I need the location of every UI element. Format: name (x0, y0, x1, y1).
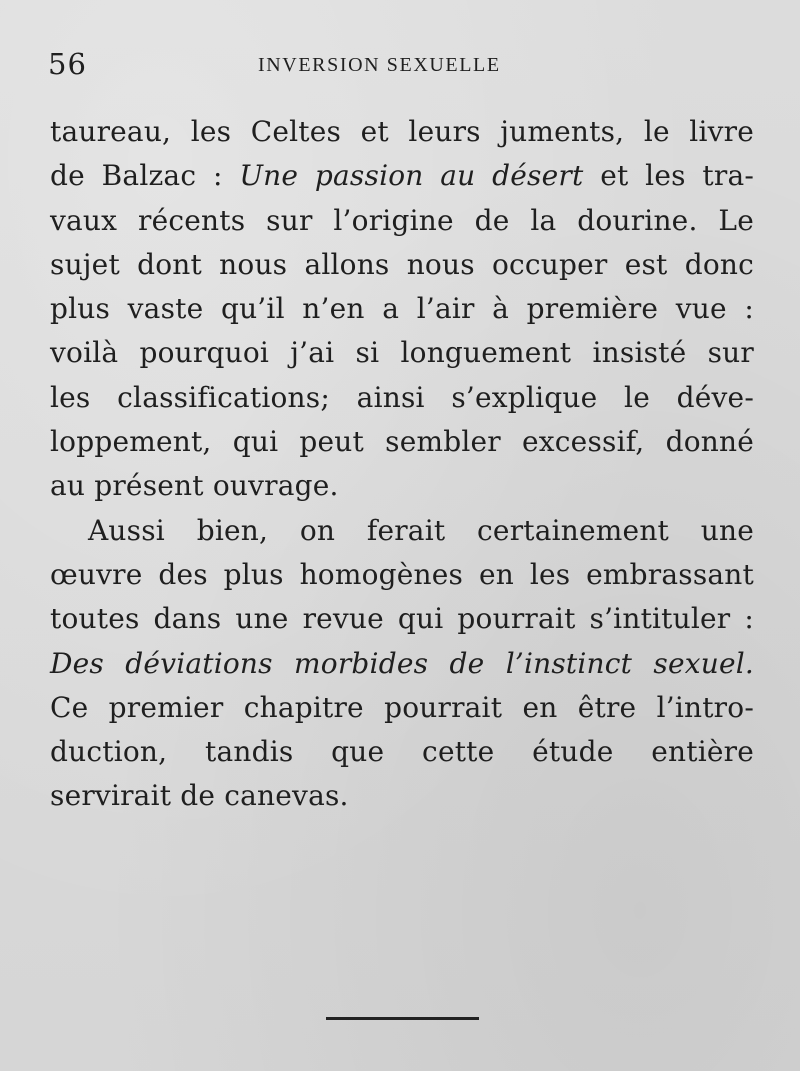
text-line: sujet dont nous allons nous occuper est donc (50, 247, 754, 281)
page-number: 56 (48, 47, 87, 81)
text-line: voilà pourquoi j’ai si longuement insisté sur (50, 336, 754, 370)
book-title-italic: Une passion au désert (239, 159, 584, 193)
text-line: œuvre des plus homogènes en les embrassant (50, 557, 754, 591)
running-title: INVERSION SEXUELLE (258, 54, 501, 76)
text-line: taureau, les Celtes et leurs juments, le livre (50, 115, 754, 148)
body-text (50, 110, 754, 819)
text-line: vaux récents sur l’origine de la dourine. Le (50, 203, 754, 237)
text-line: Aussi bien, on ferait certainement une (88, 513, 754, 547)
text-line: toutes dans une revue qui pourrait s’intituler : (50, 602, 754, 636)
text-line: Ce premier chapitre pourrait en être l’intro- (50, 690, 754, 724)
end-rule (326, 1017, 479, 1020)
text-line-italic: Des déviations morbides de l’instinct sexuel. (50, 646, 754, 680)
text-line: au présent ouvrage. (50, 469, 339, 503)
text-line: duction, tandis que cette étude entière (50, 735, 754, 769)
text-line: servirait de canevas. (50, 779, 349, 813)
text-line: de Balzac : Une passion au désert et les tra- (50, 159, 755, 193)
text-line: loppement, qui peut sembler excessif, donné (50, 425, 754, 459)
text-line: les classifications; ainsi s’explique le déve- (50, 380, 754, 414)
text-line: plus vaste qu’il n’en a l’air à première vue : (50, 292, 754, 326)
page-header (48, 46, 753, 82)
